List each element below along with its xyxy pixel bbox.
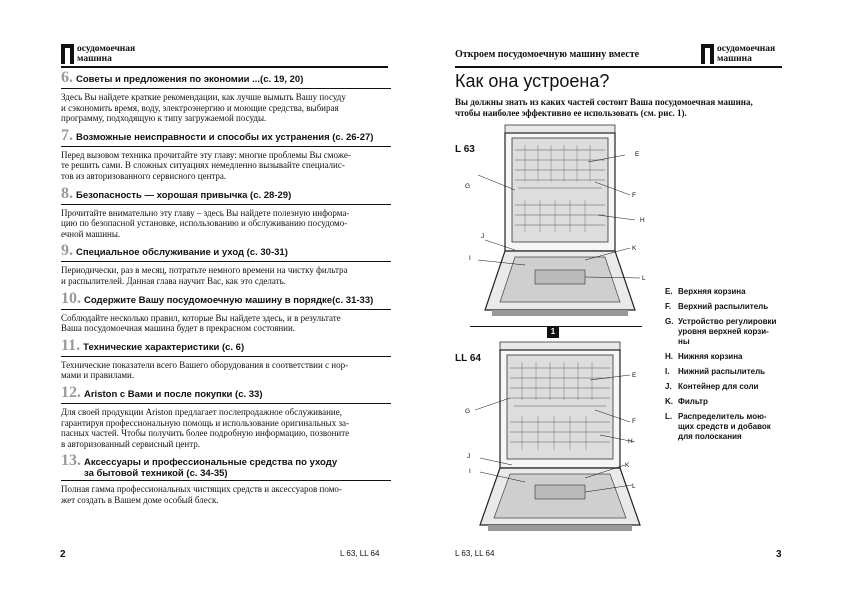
section xyxy=(61,242,391,286)
section xyxy=(61,69,391,124)
left-page-number: 2 xyxy=(60,549,66,560)
left-sections xyxy=(61,69,391,508)
callout-g: G xyxy=(465,183,471,190)
callout-j: J xyxy=(467,453,471,460)
body-line: и распылителей. Данная глава научит Вас, как это сделать. xyxy=(61,275,286,286)
legend-key: F. xyxy=(665,302,672,311)
section-heading xyxy=(61,337,391,355)
section xyxy=(61,290,391,334)
body-line: цию по безопасной установке, использованию и обслуживанию посудомо- xyxy=(61,218,348,229)
section-rule xyxy=(61,204,391,205)
callout-l: L xyxy=(632,483,636,490)
section-body xyxy=(61,484,391,505)
body-line: Технические показатели всего Вашего оборудования в соответствии с нор- xyxy=(61,359,349,370)
body-line: пасных частей. Чтобы получить более подробную информацию, позвоните xyxy=(61,428,350,439)
section-title-wrap xyxy=(76,247,288,258)
callout-h: H xyxy=(640,217,645,224)
left-header-rule xyxy=(61,66,388,68)
section-number: 8. xyxy=(61,184,73,202)
section-title-wrap xyxy=(84,457,337,479)
legend-text-line: Нижняя корзина xyxy=(678,352,743,361)
body-line: Прочитайте внимательно эту главу – здесь Вы найдете полезную информа- xyxy=(61,207,350,218)
body-line: гарантируя профессиональную помощь и использование оригинальных за- xyxy=(61,417,350,428)
legend-text-line: ны xyxy=(678,337,690,346)
legend-text-line: уровня верхней корзи- xyxy=(678,327,769,336)
section-title: Содержите Вашу посудомоечную машину в порядке(с. 31-33) xyxy=(84,294,374,306)
section-heading xyxy=(61,452,391,479)
callout-e: E xyxy=(632,372,637,379)
legend-item xyxy=(665,302,790,312)
legend-key: H. xyxy=(665,352,673,361)
section-heading xyxy=(61,127,391,145)
legend-key: I. xyxy=(665,367,670,376)
section-title-wrap xyxy=(84,295,373,306)
section-heading xyxy=(61,242,391,260)
legend-item xyxy=(665,287,790,297)
legend-item xyxy=(665,412,790,442)
legend-text-line: Контейнер для соли xyxy=(678,382,759,391)
figure-number: 1 xyxy=(547,326,559,338)
section-heading xyxy=(61,69,391,87)
right-logo xyxy=(701,44,775,64)
body-line: те решить сами. В сложных ситуациях немедленно вызывайте специалис- xyxy=(61,160,345,171)
body-line: Перед вызовом техника прочитайте эту главу: многие проблемы Вы сможе- xyxy=(61,149,351,160)
section-heading xyxy=(61,290,391,308)
callout-i: I xyxy=(469,255,471,262)
legend-key: G. xyxy=(665,317,674,326)
legend-item xyxy=(665,382,790,392)
callout-j: J xyxy=(481,233,485,240)
callout-l: L xyxy=(642,275,646,282)
legend-text xyxy=(678,397,708,407)
body-line: в авторизованный сервисный центр. xyxy=(61,438,201,449)
section-title-wrap xyxy=(76,190,291,201)
section-title-wrap xyxy=(76,74,303,85)
section-number: 10. xyxy=(61,289,81,307)
parts-legend xyxy=(665,287,790,447)
section-number: 13. xyxy=(61,452,81,470)
body-line: ечной машины. xyxy=(61,228,121,239)
section xyxy=(61,127,391,182)
section-number: 6. xyxy=(61,69,73,86)
callout-k: K xyxy=(632,245,637,252)
section-rule xyxy=(61,309,391,310)
section-body xyxy=(61,360,391,381)
legend-key: E. xyxy=(665,287,673,296)
body-line: мами и правилами. xyxy=(61,370,135,381)
body-line: Соблюдайте несколько правил, которые Вы найдете здесь, и в результате xyxy=(61,312,341,323)
legend-text xyxy=(678,317,776,347)
body-line: жет создать в Вашем доме особый блеск. xyxy=(61,494,219,505)
section-body xyxy=(61,265,391,286)
legend-key: K. xyxy=(665,397,673,406)
section-title-wrap xyxy=(84,389,262,400)
section-heading xyxy=(61,384,391,402)
section-title: Безопасность — хорошая привычка (с. 28-29) xyxy=(76,189,292,201)
intro-text xyxy=(455,97,753,119)
left-footer-model: L 63, LL 64 xyxy=(340,549,380,558)
right-header-text: Откроем посудомоечную машину вместе xyxy=(455,49,640,60)
legend-text xyxy=(678,287,746,297)
body-line: Здесь Вы найдете краткие рекомендации, как лучше вымыть Вашу посуду xyxy=(61,92,346,102)
body-line: Полная гамма профессиональных чистящих средств и аксессуаров помо- xyxy=(61,484,342,495)
logo-mark-icon xyxy=(701,44,714,64)
section-rule xyxy=(61,403,391,404)
intro-line: Вы должны знать из каких частей состоит Ваша посудомоечная машина, xyxy=(455,97,753,107)
legend-key: J. xyxy=(665,382,672,391)
page-heading: Как она устроена? xyxy=(455,71,610,91)
figure-label-l63: L 63 xyxy=(455,144,475,155)
legend-item xyxy=(665,317,790,347)
dishwasher-ll64-illustration xyxy=(470,340,665,540)
legend-text-line: щих средств и добавок xyxy=(678,422,771,431)
body-line: Периодически, раз в месяц, потратьте немного времени на чистку фильтра xyxy=(61,265,348,276)
legend-text xyxy=(678,412,771,442)
section-rule xyxy=(61,146,391,147)
logo-mark-icon xyxy=(61,44,74,64)
legend-text-line: для полоскания xyxy=(678,432,742,441)
callout-h: H xyxy=(628,438,633,445)
body-line: тов из авторизованного сервисного центра. xyxy=(61,170,227,181)
section-rule xyxy=(61,356,391,357)
logo-line1: осудомоечная xyxy=(717,44,776,54)
legend-text-line: Нижний распылитель xyxy=(678,367,766,376)
callout-e: E xyxy=(635,151,640,158)
legend-text xyxy=(678,352,743,362)
body-line: и сэкономить время, воду, электроэнергию и моющие средства, выбирая xyxy=(61,102,339,113)
section-number: 11. xyxy=(61,336,81,354)
section-body xyxy=(61,407,391,449)
section-title: Советы и предложения по экономии ...(с. 19, 20) xyxy=(76,74,304,85)
legend-text xyxy=(678,367,765,377)
section-title: за бытовой техникой (с. 34-35) xyxy=(84,468,228,480)
legend-text-line: Фильтр xyxy=(678,397,708,406)
logo-line2: машина xyxy=(77,54,112,64)
section-title: Аксессуары и профессиональные средства по уходу xyxy=(84,457,338,469)
right-page-number: 3 xyxy=(776,549,782,560)
legend-text xyxy=(678,302,768,312)
legend-text-line: Верхняя корзина xyxy=(678,287,746,296)
section xyxy=(61,185,391,240)
body-line: Ваша посудомоечная машина будет в прекрасном состоянии. xyxy=(61,323,296,334)
section-rule xyxy=(61,88,391,89)
section-title: Ariston с Вами и после покупки (с. 33) xyxy=(84,388,263,400)
legend-item xyxy=(665,352,790,362)
section-body xyxy=(61,92,391,124)
legend-item xyxy=(665,397,790,407)
callout-i: I xyxy=(469,468,471,475)
section-rule xyxy=(61,261,391,262)
section-number: 12. xyxy=(61,383,81,401)
right-footer-model: L 63, LL 64 xyxy=(455,549,495,558)
section-body xyxy=(61,150,391,182)
right-header-rule xyxy=(455,66,782,68)
section-body xyxy=(61,208,391,240)
legend-text xyxy=(678,382,758,392)
section-rule xyxy=(61,480,391,481)
callout-f: F xyxy=(632,418,636,425)
body-line: Для своей продукции Ariston предлагает послепродажное обслуживание, xyxy=(61,406,342,417)
callout-k: K xyxy=(625,462,630,469)
figure-label-ll64: LL 64 xyxy=(455,353,481,364)
callout-g: G xyxy=(465,408,471,415)
section xyxy=(61,384,391,449)
legend-text-line: Распределитель мою- xyxy=(678,412,767,421)
section-title-wrap xyxy=(83,342,244,353)
section-body xyxy=(61,313,391,334)
section-title-wrap xyxy=(76,132,373,143)
left-logo xyxy=(61,44,135,64)
legend-text-line: Устройство регулировки xyxy=(678,317,777,326)
section-title: Специальное обслуживание и уход (с. 30-31) xyxy=(76,247,288,259)
section xyxy=(61,337,391,381)
callout-f: F xyxy=(632,192,636,199)
section-number: 7. xyxy=(61,126,73,144)
intro-line: чтобы наиболее эффективно ее использовать (см. рис. 1). xyxy=(455,108,687,118)
section xyxy=(61,452,391,505)
body-line: программу, подходящую к типу загружаемой посуды. xyxy=(61,113,267,124)
logo-line1: осудомоечная xyxy=(77,44,136,54)
legend-key: L. xyxy=(665,412,673,421)
logo-line2: машина xyxy=(717,54,752,64)
section-title: Технические характеристики (с. 6) xyxy=(83,341,245,353)
legend-text-line: Верхний распылитель xyxy=(678,302,769,311)
section-title: Возможные неисправности и способы их устранения (с. 26-27) xyxy=(76,131,374,143)
legend-item xyxy=(665,367,790,377)
section-heading xyxy=(61,185,391,203)
section-number: 9. xyxy=(61,242,73,260)
